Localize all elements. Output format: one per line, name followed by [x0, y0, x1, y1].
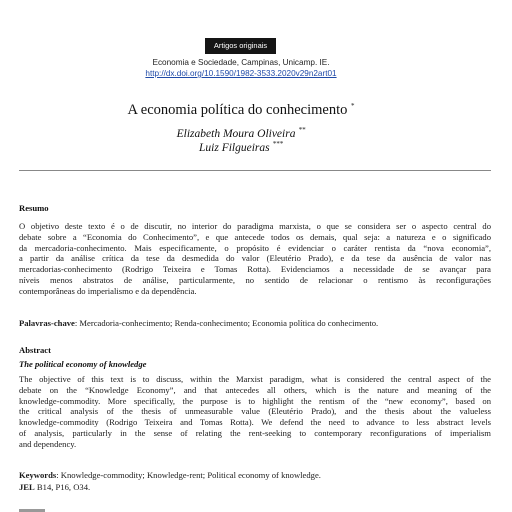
author-1: [0, 127, 482, 141]
article-title: [0, 101, 482, 119]
abstract-line: knowledge-commodity. More specifically, the purpose is to highlight the rentism of the “new economy”, based on: [19, 395, 491, 406]
resumo-line: O objetivo deste texto é o de discutir, no interior do paradigma marxista, o que se considera ser o aspecto central do: [19, 221, 491, 231]
resumo-line: contemporâneas do imperialismo e da dependência.: [19, 285, 197, 296]
jel-label: JEL: [19, 482, 35, 492]
abstract-keywords: [19, 470, 491, 481]
abstract-line: and dependency.: [19, 438, 77, 449]
resumo-keywords: [19, 318, 491, 329]
next-section-heading-fragment: [19, 506, 49, 512]
author-2: [0, 141, 482, 155]
author-2-footnote-mark: ***: [272, 140, 283, 149]
abstract-keywords-text: : Knowledge-commodity; Knowledge-rent; Political economy of knowledge.: [56, 470, 321, 480]
resumo-body: [19, 221, 491, 297]
author-1-footnote-mark: **: [298, 126, 306, 135]
abstract-line: knowledge-commodity (Rodrigo Teixeira and Tomas Rotta). We defend the need to advance to less abstract levels: [19, 417, 491, 428]
abstract-heading: Abstract: [19, 345, 51, 355]
journal-citation: Economia e Sociedade, Campinas, Unicamp. IE.: [152, 58, 330, 67]
resumo-line: debate sobre a “Economia do Conhecimento”, e que antecede todos os demais, qual seja: a natureza e o significado: [19, 231, 491, 242]
resumo-heading: Resumo: [19, 203, 49, 213]
abstract-line: of analysis, particularly in the sense of relating the rent-seeking to contemporary reconfigurations of imperialism: [19, 427, 491, 438]
author-2-name: Luiz Filgueiras: [199, 142, 270, 154]
abstract-subtitle: The political economy of knowledge: [19, 359, 147, 369]
abstract-line: The objective of this text is to discuss, within the Marxist paradigm, what is considered the central aspect of the: [19, 374, 491, 384]
abstract-body: [19, 374, 491, 450]
title-text: A economia política do conhecimento: [127, 102, 348, 118]
resumo-line: da mercadoria-conhecimento. Mais especificamente, o propósito é evidenciar o caráter rentista da “nova economia”,: [19, 242, 491, 253]
abstract-line: debate on the “Knowledge Economy”, and that antecedes all others, which is the nature and meaning of the: [19, 384, 491, 395]
jel-text: B14, P16, O34.: [34, 482, 91, 492]
section-badge: Artigos originais: [205, 38, 276, 54]
resumo-line: a partir da análise crítica da tese da desmedida do valor (Eleutério Prado), e da tese da ausência de valor nas: [19, 253, 491, 264]
resumo-keywords-text: : Mercadoria-conhecimento; Renda-conhecimento; Economia política do conhecimento.: [74, 318, 379, 328]
jel-codes: [19, 482, 491, 493]
header-divider: [19, 170, 491, 171]
abstract-keywords-label: Keywords: [19, 470, 57, 480]
doi-link[interactable]: http://dx.doi.org/10.1590/1982-3533.2020v29n2art01: [145, 69, 337, 78]
author-1-name: Elizabeth Moura Oliveira: [176, 128, 296, 140]
resumo-line: níveis menos abstratos de análise, particularmente, no sentido de relacionar o rentismo às reconfigurações: [19, 274, 491, 285]
resumo-line: mercadorias-conhecimento (Rodrigo Teixeira e Tomas Rotta). Evidenciamos a necessidade de se avançar para: [19, 264, 491, 275]
resumo-keywords-label: Palavras-chave: [19, 318, 75, 328]
abstract-line: the critical analysis of the thesis of unmeasurable value (Eleutério Prado), and the thesis about the valueless: [19, 406, 491, 417]
title-footnote-mark: *: [350, 102, 355, 111]
